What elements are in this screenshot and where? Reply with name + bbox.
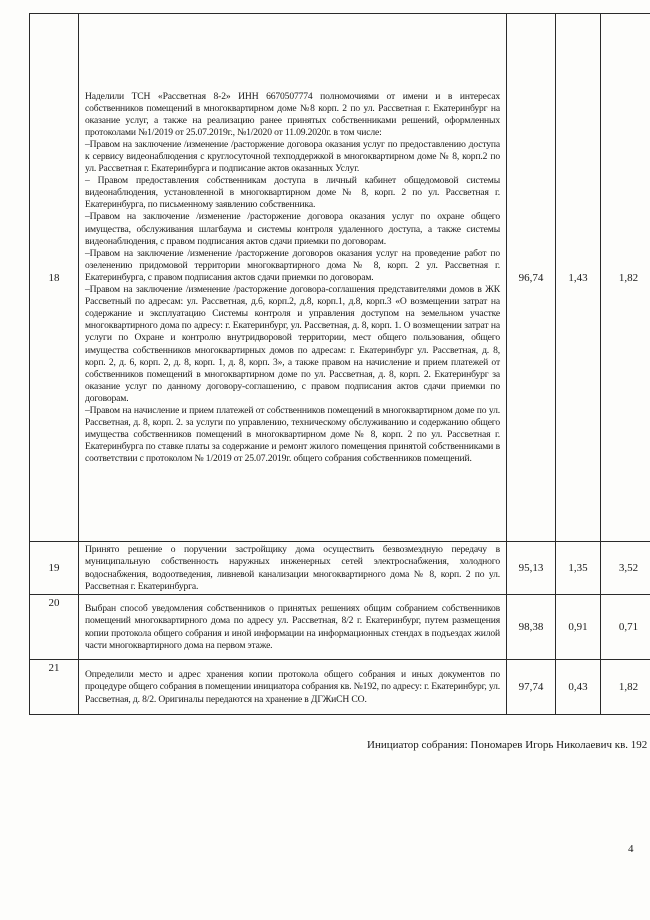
vote-for-value: 95,13 <box>507 542 556 595</box>
resolution-paragraph: Определили место и адрес хранения копии протокола общего собрания и иных документов по процедуре общего собрания в помещении инициатора собрания кв. №192, по адресу: г. Екатеринбург, ул. Рассветная, д. 8/2. Оригиналы передаются на хранение в ДГЖиСН СО. <box>85 669 500 705</box>
vote-abstain-value: 1,82 <box>601 660 650 715</box>
vote-abstain-value: 0,71 <box>601 595 650 660</box>
resolutions-table <box>29 13 650 715</box>
resolution-text <box>79 542 507 595</box>
resolution-paragraph: Наделили ТСН «Рассветная 8-2» ИНН 6670507774 полномочиями от имени и в интересах собственников помещений в многоквартирном доме №8 корп. 2 по ул. Рассветная г. Екатеринбург на оказание услуг, а также на реализацию ранее принятых собственниками решений, оформленных протоколами №1/2019 от 25.07.2019г., №1/2020 от 11.09.2020г. в том числе: <box>85 90 500 138</box>
initiator-signature-line: Инициатор собрания: Пономарев Игорь Николаевич кв. 192 <box>367 739 648 751</box>
vote-against-value: 0,91 <box>556 595 601 660</box>
page-number: 4 <box>628 843 634 855</box>
item-number: 21 <box>30 660 79 715</box>
item-number: 20 <box>30 595 79 660</box>
table-row <box>30 542 650 595</box>
item-number: 18 <box>30 14 79 542</box>
vote-for-value: 96,74 <box>507 14 556 542</box>
vote-abstain-value: 1,82 <box>601 14 650 542</box>
resolution-paragraph: Выбран способ уведомления собственников о принятых решениях общим собранием собственников помещений многоквартирного дома по адресу ул. Рассветная, 8/2 г. Екатеринбург, путем размещения копии протокола общего собрания и иной информации на информационных стендах в подъездах жилой части многоквартирного дома на первом этаже. <box>85 603 500 651</box>
vote-for-value: 97,74 <box>507 660 556 715</box>
vote-against-value: 1,43 <box>556 14 601 542</box>
resolution-text <box>79 660 507 715</box>
vote-against-value: 1,35 <box>556 542 601 595</box>
resolution-paragraph: Принято решение о поручении застройщику дома осуществить безвозмездную передачу в муниципальную собственность наружных инженерных сетей электроснабжения, холодного водоснабжения, водоотведения, ливневой канализации многоквартирного дома № 8, корп. 2 по ул. Рассветная г. Екатеринбурга. <box>85 544 500 592</box>
item-number: 19 <box>30 542 79 595</box>
resolution-text <box>79 595 507 660</box>
resolution-paragraph: –Правом на заключение /изменение /расторжение договора-соглашения представителями домов в ЖК Рассветный по адресам: ул. Рассветная, д.6, корп.2, д.8, корп.1, д.8, корп.3 «О возмещении затрат на содержание и эксплуатацию Системы контроля и управления доступом на земельном участке многоквартирного дома по адресу: г. Екатеринбург, ул. Рассветная, д. 8, корп. 1. О возмещении затрат на услуги по Охране и контролю внутридворовой территории, мест общего пользования, общего имущества собственников многоквартирных домов по адресам: г. Екатеринбург ул. Рассветная, д. 8, корп. 2, д. 6, корп. 2, д. 8, корп. 1, д. 8, корп. 3», а также правом на начисление и прием платежей от собственников помещений в многоквартирном доме по ул. Рассветная, д. 8, корп. 2. Екатеринбург за оказание услуг по данному договору-соглашению, с правом подписания актов сдачи приемки по договорам. <box>85 284 500 404</box>
resolution-paragraph: –Правом на заключение /изменение /расторжение договора оказания услуг по предоставлению доступа к сервису видеонаблюдения с круглосуточной техподдержкой в многоквартирном доме № 8, корп.2 по ул. Рассветная г. Екатеринбурга и подписание актов оказанных Услуг. <box>85 138 500 175</box>
resolution-paragraph: –Правом на заключение /изменение /расторжение договоров оказания услуг на проведение работ по озеленению придомовой территории многоквартирного дома № 8, корп. 2 ул. Рассветная г. Екатеринбурга, с правом подписания актов сдачи приемки по договорам. <box>85 247 500 283</box>
vote-against-value: 0,43 <box>556 660 601 715</box>
resolution-paragraph: – Правом предоставления собственникам доступа в личный кабинет общедомовой системы видеонаблюдения, установленной в многоквартирном доме № 8, корп. 2 по ул. Рассветная г. Екатеринбурга, по письменному заявлению собственника. <box>85 175 500 211</box>
resolution-paragraph: –Правом на начисление и прием платежей от собственников помещений в многоквартирном доме по ул. Рассветная, д. 8, корп. 2. за услуги по управлению, техническому обслуживанию и содержанию общего имущества собственников помещений в многоквартирном доме № 8, корп. 2 по ул. Рассветная г. Екатеринбурга по ставке платы за содержание и ремонт жилого помещения принятой собственниками в соответствии с протоколом № 1/2019 от 25.07.2019г. общего собрания собственников помещений. <box>85 404 500 465</box>
vote-abstain-value: 3,52 <box>601 542 650 595</box>
table-row <box>30 660 650 715</box>
vote-for-value: 98,38 <box>507 595 556 660</box>
table-row <box>30 14 650 542</box>
resolution-paragraph: –Правом на заключение /изменение /расторжение договора оказания услуг по охране общего имущества, обслуживания шлагбаума и системы контроля удаленного доступа, а также системы видеонаблюдения, с правом подписания актов сдачи приемки по договорам. <box>85 211 500 247</box>
resolution-text <box>79 14 507 542</box>
table-row <box>30 595 650 660</box>
